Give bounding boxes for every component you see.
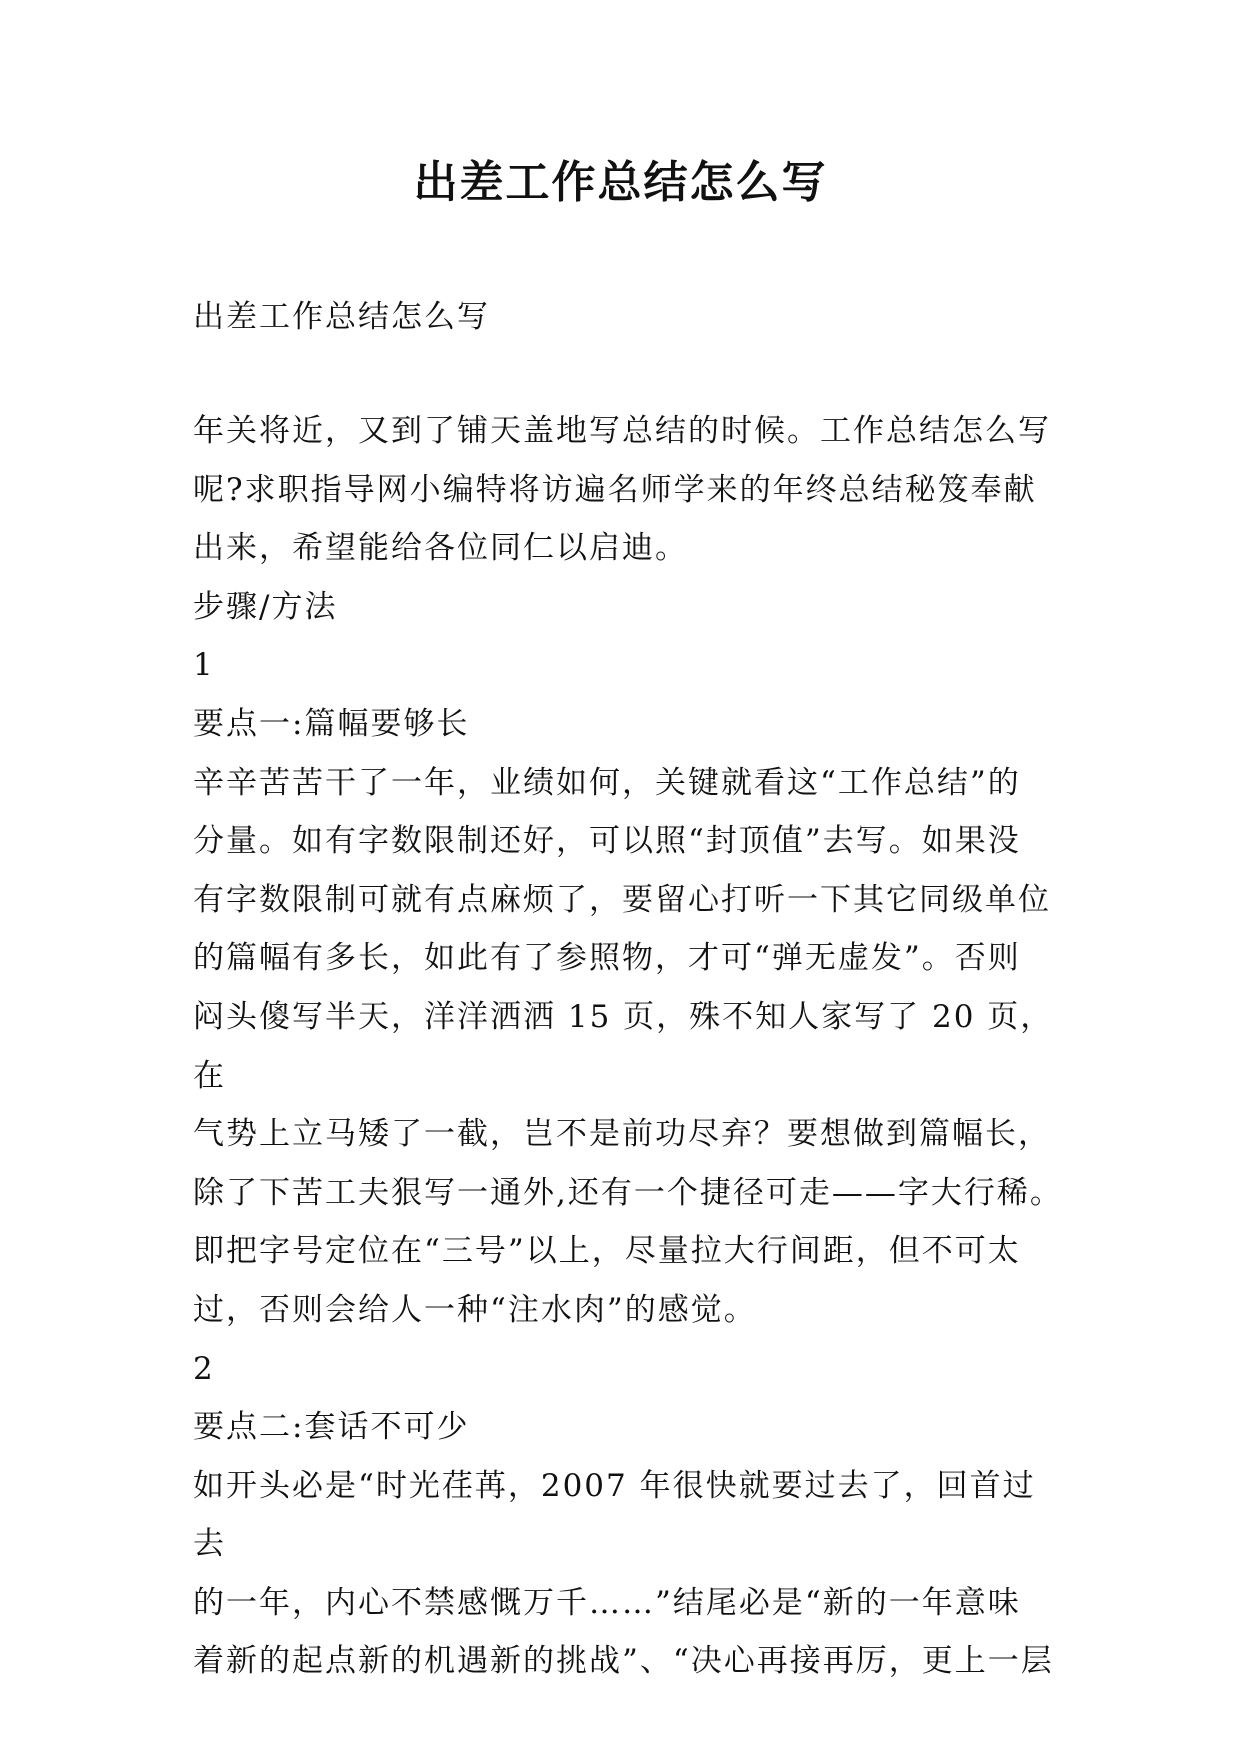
body-line: 的一年，内心不禁感慨万千……”结尾必是“新的一年意味: [193, 1584, 1021, 1621]
body-line: 闷头傻写半天，洋洋洒洒 15 页，殊不知人家写了 20 页，在: [193, 998, 1054, 1094]
document-subtitle: 出差工作总结怎么写: [193, 299, 490, 335]
body-line: 辛辛苦苦干了一年，业绩如何，关键就看这“工作总结”的: [193, 764, 1021, 801]
point-heading: 要点一:篇幅要够长: [193, 705, 470, 742]
body-line: 出来，希望能给各位同仁以启迪。: [193, 530, 688, 567]
body-line: 气势上立马矮了一截，岂不是前功尽弃？要想做到篇幅长，: [193, 1116, 1051, 1153]
body-line: 的篇幅有多长，如此有了参照物，才可“弹无虚发”。否则: [193, 940, 1021, 977]
body-line: 分量。如有字数限制还好，可以照“封顶值”去写。如果没: [193, 823, 1021, 860]
step-number: 2: [193, 1350, 215, 1387]
document-title: 出差工作总结怎么写: [413, 157, 828, 208]
body-line: 有字数限制可就有点麻烦了，要留心打听一下其它同级单位: [193, 881, 1051, 918]
body-line: 着新的起点新的机遇新的挑战”、“决心再接再厉，更上一层: [193, 1643, 1054, 1680]
body-line: 如开头必是“时光荏苒，2007 年很快就要过去了，回首过去: [193, 1467, 1036, 1563]
body-line: 呢?求职指导网小编特将访遍名师学来的年终总结秘笈奉献: [193, 471, 1037, 508]
point-heading: 要点二:套话不可少: [193, 1409, 470, 1446]
section-heading-steps: 步骤/方法: [193, 588, 338, 625]
body-line: 除了下苦工夫狠写一通外,还有一个捷径可走——字大行稀。: [193, 1174, 1063, 1211]
body-line: 即把字号定位在“三号”以上，尽量拉大行间距，但不可太: [193, 1233, 1021, 1270]
document-body: [193, 402, 1065, 1691]
body-line: 过，否则会给人一种“注水肉”的感觉。: [193, 1291, 757, 1328]
body-line: 年关将近，又到了铺天盖地写总结的时候。工作总结怎么写: [193, 413, 1051, 449]
step-number: 1: [193, 647, 215, 684]
